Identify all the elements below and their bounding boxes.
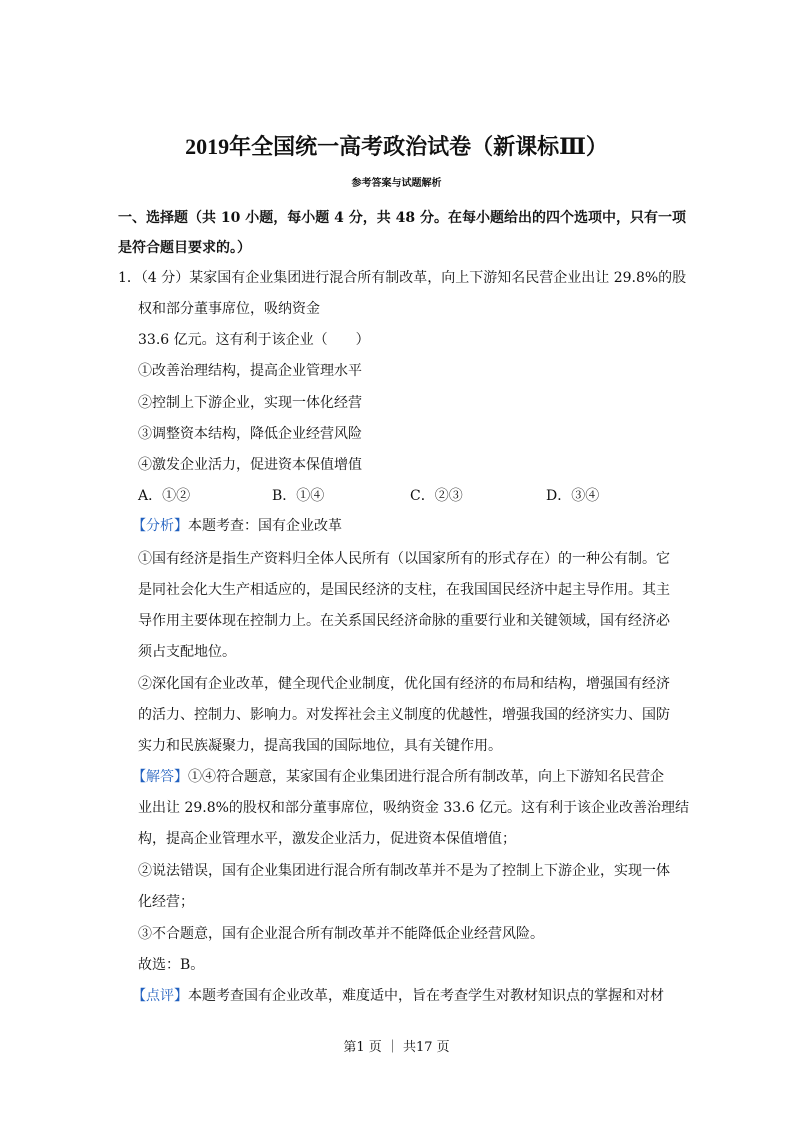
answer-options xyxy=(138,486,658,506)
page-footer: 第1 页 ｜ 共17 页 xyxy=(343,1040,450,1055)
option-c: C．②③ xyxy=(410,488,463,504)
analysis-intro: 本题考查：国有企业改革 xyxy=(188,518,342,534)
answer-tag: 【解答】 xyxy=(132,769,188,785)
section-heading-cont: 是符合题目要求的。） xyxy=(118,240,251,256)
section-heading: 一、选择题（共 10 小题，每小题 4 分，共 48 分。在每小题给出的四个选项中，只有一项 xyxy=(118,210,686,226)
statement: ①改善治理结构，提高企业管理水平 xyxy=(138,363,362,379)
analysis-line: 须占支配地位。 xyxy=(138,644,236,660)
question-stem: 权和部分董事席位，吸纳资金 xyxy=(138,301,320,317)
answer-heading xyxy=(132,767,664,787)
statement: ③调整资本结构，降低企业经营风险 xyxy=(138,426,362,442)
answer-line: 构，提高企业管理水平，激发企业活力，促进资本保值增值； xyxy=(138,831,516,847)
analysis-line: ②深化国有企业改革，健全现代企业制度，优化国有经济的布局和结构，增强国有经济 xyxy=(138,676,670,692)
answer-first-line: ①④符合题意，某家国有企业集团进行混合所有制改革，向上下游知名民营企 xyxy=(188,769,664,785)
option-d: D．③④ xyxy=(546,488,600,504)
analysis-line: 导作用主要体现在控制力上。在关系国民经济命脉的重要行业和关键领域，国有经济必 xyxy=(138,613,670,629)
analysis-line: 是同社会化大生产相适应的，是国民经济的支柱，在我国国民经济中起主导作用。其主 xyxy=(138,582,670,598)
page-subtitle: 参考答案与试题解析 xyxy=(351,178,442,189)
statement: ④激发企业活力，促进资本保值增值 xyxy=(138,457,362,473)
answer-line: 化经营； xyxy=(138,894,194,910)
comment-tag: 【点评】 xyxy=(132,988,188,1004)
analysis-line: 的活力、控制力、影响力。对发挥社会主义制度的优越性，增强我国的经济实力、国防 xyxy=(138,707,670,723)
question-stem: 1．（4 分）某家国有企业集团进行混合所有制改革，向上下游知名民营企业出让 29.8%的股 xyxy=(118,270,687,286)
statement: ②控制上下游企业，实现一体化经营 xyxy=(138,395,362,411)
answer-line: 故选：B。 xyxy=(138,957,205,973)
analysis-tag: 【分析】 xyxy=(132,518,188,534)
analysis-line: 实力和民族凝聚力，提高我国的国际地位，具有关键作用。 xyxy=(138,738,502,754)
option-b: B．①④ xyxy=(272,488,325,504)
answer-line: ③不合题意，国有企业混合所有制改革并不能降低企业经营风险。 xyxy=(138,926,544,942)
comment-text: 本题考查国有企业改革，难度适中，旨在考查学生对教材知识点的掌握和对材 xyxy=(188,988,664,1004)
answer-line: 业出让 29.8%的股权和部分董事席位，吸纳资金 33.6 亿元。这有利于该企业改善治理结 xyxy=(138,800,689,816)
comment xyxy=(132,986,664,1006)
question-stem: 33.6 亿元。这有利于该企业（ ） xyxy=(138,332,370,348)
analysis-line: ①国有经济是指生产资料归全体人民所有（以国家所有的形式存在）的一种公有制。它 xyxy=(138,551,670,567)
page-title: 2019年全国统一高考政治试卷（新课标Ⅲ） xyxy=(185,134,608,159)
answer-line: ②说法错误，国有企业集团进行混合所有制改革并不是为了控制上下游企业，实现一体 xyxy=(138,863,670,879)
analysis-heading xyxy=(132,516,342,536)
option-a: A．①② xyxy=(138,488,191,504)
